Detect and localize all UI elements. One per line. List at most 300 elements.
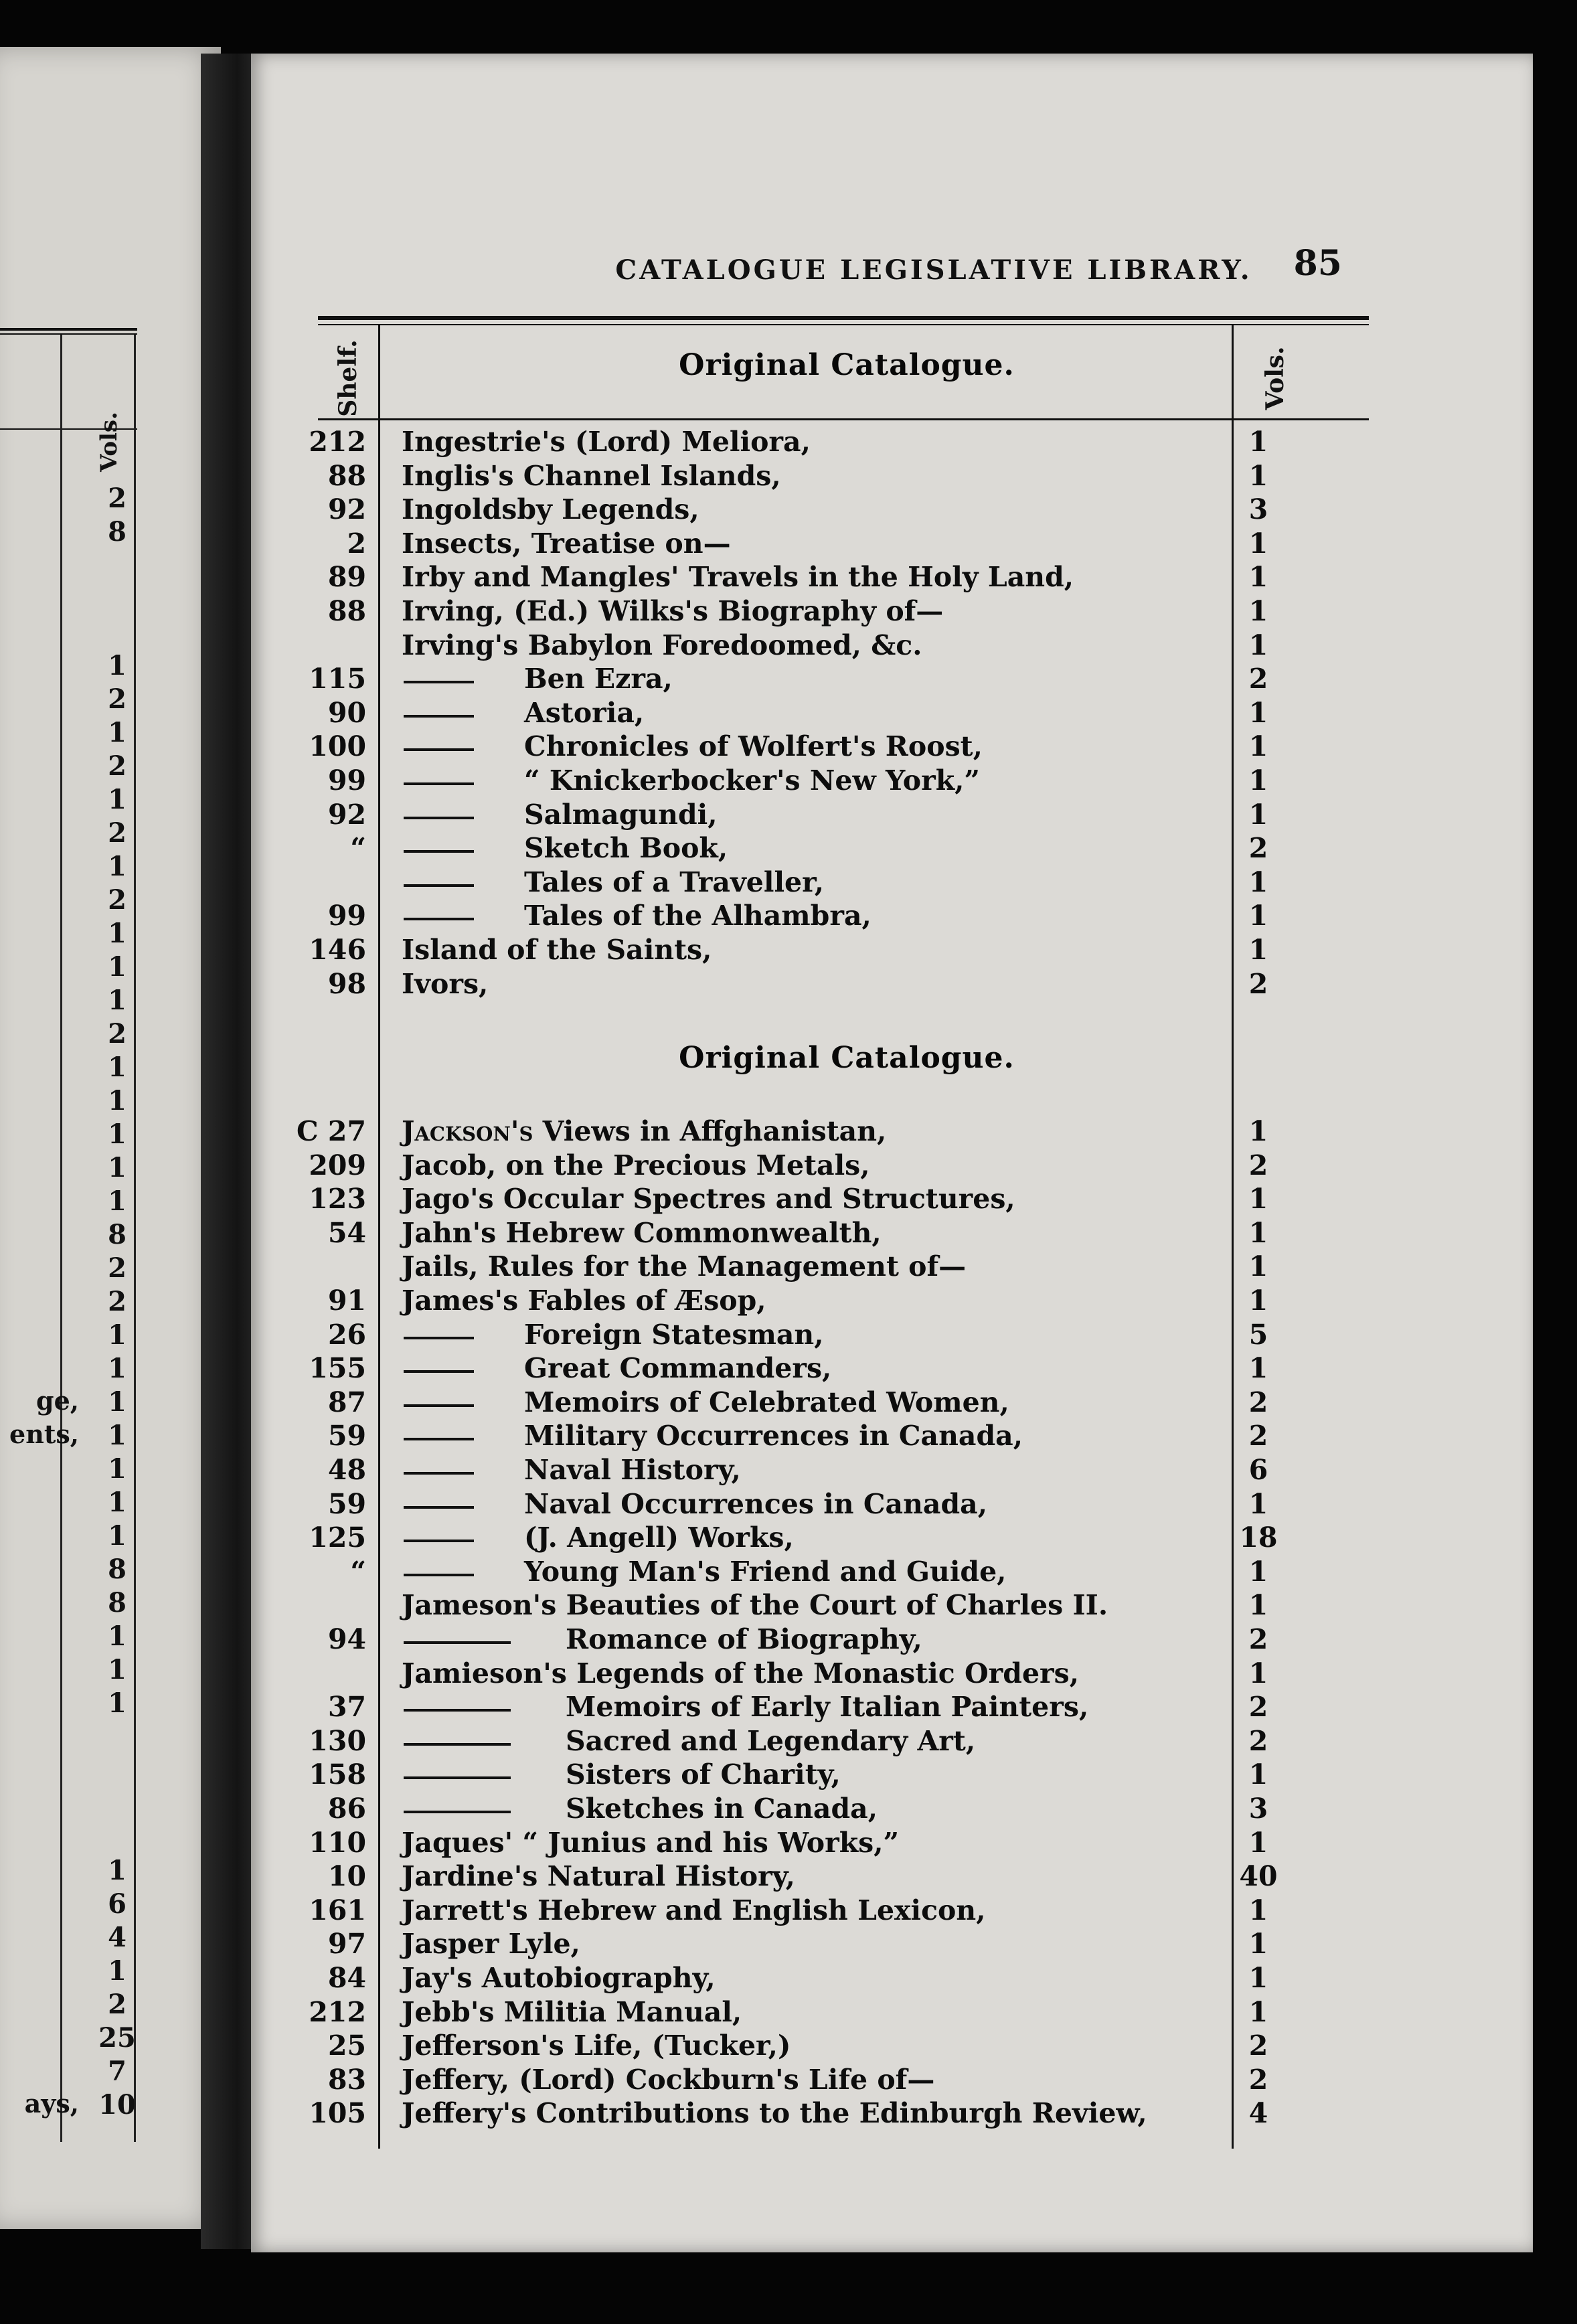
left-vols-column bbox=[80, 482, 154, 2122]
ditto-dash bbox=[404, 1370, 474, 1373]
entry-text: Astoria, bbox=[524, 696, 645, 729]
entry-text: Jay's Autobiography, bbox=[402, 1962, 716, 1994]
left-vol-cell: 1 bbox=[108, 951, 127, 983]
entry-text: Great Commanders, bbox=[524, 1352, 832, 1385]
volume-count: 1 bbox=[1248, 1589, 1268, 1622]
left-vol-cell bbox=[80, 1787, 154, 1821]
volume-count: 1 bbox=[1248, 1115, 1268, 1147]
entry-title bbox=[524, 1351, 831, 1385]
entry-title bbox=[402, 933, 712, 967]
entry-text: Jacob, on the Precious Metals, bbox=[402, 1149, 870, 1181]
left-vol-cell bbox=[80, 1821, 154, 1854]
shelf-number: 161 bbox=[309, 1894, 366, 1926]
entry-title bbox=[402, 1859, 795, 1893]
entry-title bbox=[402, 2029, 791, 2062]
volume-count: 1 bbox=[1248, 1352, 1268, 1385]
previous-page bbox=[0, 47, 221, 2229]
entry-text: Memoirs of Celebrated Women, bbox=[524, 1386, 1009, 1418]
table-row bbox=[251, 1588, 1322, 1622]
left-text-fragment: ays, bbox=[24, 2088, 79, 2119]
left-vol-cell bbox=[80, 582, 154, 616]
left-vol-cell: 1 bbox=[108, 1855, 127, 1886]
entry-title bbox=[402, 1961, 716, 1995]
entry-text: (J. Angell) Works, bbox=[524, 1521, 794, 1554]
shelf-number: 99 bbox=[327, 764, 366, 797]
shelf-number: 89 bbox=[327, 561, 366, 594]
table-row bbox=[251, 899, 1322, 932]
left-vol-cell bbox=[80, 1720, 154, 1754]
volume-count: 5 bbox=[1248, 1318, 1268, 1351]
left-column-rule bbox=[60, 335, 62, 2142]
entry-title bbox=[524, 1555, 1006, 1588]
left-vols-header: Vols. bbox=[96, 412, 122, 472]
entry-text: Ingestrie's (Lord) Meliora, bbox=[402, 426, 811, 458]
entry-author: Jackson's bbox=[402, 1115, 533, 1147]
table-row bbox=[251, 1995, 1322, 2029]
entry-text: Ben Ezra, bbox=[524, 663, 673, 695]
left-vol-cell: 2 bbox=[108, 1989, 127, 2020]
entry-text: Irving's Babylon Foredoomed, &c. bbox=[402, 629, 922, 661]
entry-title bbox=[402, 527, 731, 560]
table-row bbox=[251, 1961, 1322, 1995]
volume-count: 1 bbox=[1248, 865, 1268, 898]
entry-text: Young Man's Friend and Guide, bbox=[524, 1555, 1007, 1588]
entry-text: Jasper Lyle, bbox=[402, 1928, 580, 1961]
ditto-dash bbox=[404, 850, 474, 853]
entry-text: Jahn's Hebrew Commonwealth, bbox=[402, 1216, 882, 1249]
left-text-fragment: ge, bbox=[36, 1386, 79, 1416]
entry-text: Tales of the Alhambra, bbox=[524, 900, 872, 932]
volume-count: 6 bbox=[1248, 1454, 1268, 1486]
table-row bbox=[251, 1453, 1322, 1487]
shelf-number: 158 bbox=[309, 1758, 366, 1791]
entry-text: James's Fables of Æsop, bbox=[402, 1284, 766, 1317]
left-vol-cell: 1 bbox=[108, 1520, 127, 1552]
entry-text: Sisters of Charity, bbox=[566, 1758, 841, 1791]
volume-count: 1 bbox=[1248, 1555, 1268, 1588]
table-row bbox=[251, 1894, 1322, 1927]
shelf-number: 209 bbox=[309, 1149, 366, 1181]
entry-title bbox=[402, 1114, 886, 1148]
ditto-dash bbox=[404, 1540, 474, 1542]
volume-count: 1 bbox=[1248, 1928, 1268, 1961]
table-row bbox=[251, 1826, 1322, 1859]
volume-count: 1 bbox=[1248, 1250, 1268, 1283]
entry-title bbox=[402, 629, 922, 662]
shelf-number: 26 bbox=[327, 1318, 366, 1351]
entry-text: Jarrett's Hebrew and English Lexicon, bbox=[402, 1894, 986, 1926]
left-vol-cell: 1 bbox=[108, 851, 127, 882]
volume-count: 1 bbox=[1248, 798, 1268, 831]
page-number: 85 bbox=[1293, 243, 1342, 284]
entry-title bbox=[402, 493, 699, 526]
left-vol-cell: 2 bbox=[108, 483, 127, 514]
left-vol-cell: 1 bbox=[108, 985, 127, 1016]
entry-title bbox=[524, 662, 673, 695]
shelf-number: 87 bbox=[327, 1386, 366, 1418]
volume-count: 1 bbox=[1248, 1995, 1268, 2028]
volume-count: 1 bbox=[1248, 1487, 1268, 1520]
entry-text: Sketch Book, bbox=[524, 832, 728, 865]
table-row bbox=[251, 1521, 1322, 1554]
table-row bbox=[251, 1149, 1322, 1182]
left-vol-cell: 2 bbox=[108, 1286, 127, 1317]
entry-text: Memoirs of Early Italian Painters, bbox=[566, 1691, 1089, 1724]
entry-title bbox=[524, 730, 983, 763]
entry-text: Jaques' “ Junius and his Works,” bbox=[402, 1826, 900, 1859]
shelf-number: 212 bbox=[309, 1995, 366, 2028]
entry-title bbox=[402, 967, 488, 1001]
left-vol-cell: 1 bbox=[108, 1955, 127, 1987]
left-vol-cell: 7 bbox=[108, 2056, 127, 2087]
entry-title bbox=[402, 594, 943, 628]
left-vol-cell: 25 bbox=[98, 2022, 136, 2054]
volume-count: 2 bbox=[1248, 832, 1268, 865]
volume-count: 1 bbox=[1248, 934, 1268, 966]
shelf-number: 54 bbox=[327, 1216, 366, 1249]
shelf-number: 99 bbox=[327, 900, 366, 932]
volume-count: 1 bbox=[1248, 595, 1268, 627]
left-vol-cell: 1 bbox=[108, 1687, 127, 1719]
shelf-number: C 27 bbox=[297, 1115, 366, 1147]
volume-count: 1 bbox=[1248, 527, 1268, 560]
ditto-dash bbox=[404, 1776, 511, 1779]
volume-count: 1 bbox=[1248, 629, 1268, 661]
shelf-number: 110 bbox=[309, 1826, 366, 1859]
volume-count: 40 bbox=[1239, 1860, 1278, 1893]
ditto-dash bbox=[404, 1337, 474, 1339]
left-vol-cell: 8 bbox=[108, 1219, 127, 1250]
table-row bbox=[251, 1182, 1322, 1216]
left-vol-cell: 1 bbox=[108, 1118, 127, 1150]
table-row bbox=[251, 2063, 1322, 2096]
entry-title bbox=[402, 560, 1074, 594]
shelf-number: 90 bbox=[327, 696, 366, 729]
volume-count: 1 bbox=[1248, 426, 1268, 458]
shelf-number: 130 bbox=[309, 1724, 366, 1757]
shelf-number: 125 bbox=[309, 1521, 366, 1554]
entry-title bbox=[524, 865, 824, 899]
table-row bbox=[251, 831, 1322, 865]
entry-text: Jeffery, (Lord) Cockburn's Life of— bbox=[402, 2063, 935, 2096]
table-row bbox=[251, 1859, 1322, 1893]
volume-count: 1 bbox=[1248, 1657, 1268, 1689]
volume-count: 2 bbox=[1248, 967, 1268, 1000]
table-row bbox=[251, 1927, 1322, 1961]
table-row bbox=[251, 696, 1322, 730]
entry-text: Views in Affghanistan, bbox=[533, 1115, 887, 1147]
entry-text: Jefferson's Life, (Tucker,) bbox=[402, 2029, 791, 2062]
section-title: Original Catalogue. bbox=[679, 1041, 1015, 1075]
volume-count: 2 bbox=[1248, 1386, 1268, 1418]
volume-count: 2 bbox=[1248, 1691, 1268, 1724]
shelf-number: “ bbox=[350, 1555, 366, 1588]
table-row bbox=[251, 730, 1322, 763]
table-row bbox=[251, 1690, 1322, 1724]
shelf-number: 212 bbox=[309, 426, 366, 458]
ditto-dash bbox=[404, 884, 474, 887]
left-vol-cell: 1 bbox=[108, 1386, 127, 1418]
entry-title bbox=[566, 1690, 1088, 1724]
entry-text: Insects, Treatise on— bbox=[402, 527, 731, 560]
volume-count: 2 bbox=[1248, 663, 1268, 695]
shelf-number: 123 bbox=[309, 1183, 366, 1216]
shelf-number: 88 bbox=[327, 459, 366, 492]
volume-count: 1 bbox=[1248, 1826, 1268, 1859]
entry-text: Chronicles of Wolfert's Roost, bbox=[524, 730, 983, 763]
entry-title bbox=[566, 1724, 975, 1758]
table-row bbox=[251, 425, 1322, 459]
volume-count: 1 bbox=[1248, 1284, 1268, 1317]
left-vol-cell: 1 bbox=[108, 918, 127, 949]
table-row bbox=[251, 2096, 1322, 2130]
entry-title bbox=[402, 1149, 870, 1182]
table-row bbox=[251, 1114, 1322, 1148]
left-vol-cell: 1 bbox=[108, 1487, 127, 1518]
entry-text: Romance of Biography, bbox=[566, 1623, 922, 1655]
entry-title bbox=[524, 1386, 1009, 1419]
ditto-dash bbox=[404, 1574, 474, 1576]
entry-text: Jardine's Natural History, bbox=[402, 1860, 795, 1893]
ditto-dash bbox=[404, 1404, 474, 1407]
volume-count: 18 bbox=[1239, 1521, 1278, 1554]
table-row bbox=[251, 933, 1322, 967]
shelf-number: 91 bbox=[327, 1284, 366, 1317]
entry-title bbox=[524, 696, 644, 730]
shelf-number: 146 bbox=[309, 934, 366, 966]
volume-count: 4 bbox=[1248, 2097, 1268, 2130]
shelf-number: 92 bbox=[327, 798, 366, 831]
shelf-number: 59 bbox=[327, 1420, 366, 1452]
section-title: Original Catalogue. bbox=[679, 348, 1015, 382]
table-row bbox=[251, 1724, 1322, 1758]
volume-count: 1 bbox=[1248, 764, 1268, 797]
entry-title bbox=[524, 831, 728, 865]
volume-count: 1 bbox=[1248, 730, 1268, 763]
entry-text: Jails, Rules for the Management of— bbox=[402, 1250, 967, 1283]
shelf-number: 2 bbox=[347, 527, 366, 560]
left-vol-cell: 1 bbox=[108, 1319, 127, 1351]
shelf-number: 83 bbox=[327, 2063, 366, 2096]
volume-count: 2 bbox=[1248, 1623, 1268, 1655]
volume-count: 1 bbox=[1248, 561, 1268, 594]
entry-text: “ Knickerbocker's New York,” bbox=[524, 764, 980, 797]
table-row bbox=[251, 1487, 1322, 1521]
table-row bbox=[251, 662, 1322, 695]
left-vol-cell: 1 bbox=[108, 1052, 127, 1083]
volume-count: 1 bbox=[1248, 1758, 1268, 1791]
ditto-dash bbox=[404, 715, 474, 718]
table-row bbox=[251, 1250, 1322, 1283]
left-vol-cell: 1 bbox=[108, 1152, 127, 1183]
ditto-dash bbox=[404, 1709, 511, 1712]
entry-title bbox=[524, 1521, 794, 1554]
entry-title bbox=[402, 1657, 1079, 1690]
ditto-dash bbox=[404, 1438, 474, 1440]
shelf-number: 88 bbox=[327, 595, 366, 627]
volume-count: 1 bbox=[1248, 1894, 1268, 1926]
left-vol-cell: 2 bbox=[108, 1018, 127, 1050]
shelf-number: 100 bbox=[309, 730, 366, 763]
entry-title bbox=[402, 1284, 766, 1317]
table-row bbox=[251, 629, 1322, 662]
left-vol-cell: 6 bbox=[108, 1888, 127, 1920]
volume-count: 3 bbox=[1248, 493, 1268, 526]
shelf-number: 105 bbox=[309, 2097, 366, 2130]
entry-title bbox=[402, 1182, 1015, 1216]
shelf-number: 92 bbox=[327, 493, 366, 526]
entry-text: Tales of a Traveller, bbox=[524, 865, 824, 898]
table-row bbox=[251, 764, 1322, 797]
catalogue-page bbox=[251, 54, 1533, 2252]
entry-text: Jebb's Militia Manual, bbox=[402, 1995, 742, 2028]
table-row bbox=[251, 1419, 1322, 1452]
left-vol-cell bbox=[80, 1754, 154, 1787]
volume-count: 1 bbox=[1248, 1216, 1268, 1249]
left-vol-cell: 1 bbox=[108, 1654, 127, 1685]
table-row bbox=[251, 1284, 1322, 1317]
ditto-dash bbox=[404, 918, 474, 920]
entry-title bbox=[402, 1588, 1108, 1622]
entry-text: Inglis's Channel Islands, bbox=[402, 459, 781, 492]
entry-title bbox=[402, 425, 811, 459]
table-row bbox=[251, 1386, 1322, 1419]
table-row bbox=[251, 1792, 1322, 1825]
table-row bbox=[251, 1758, 1322, 1791]
entry-text: Naval History, bbox=[524, 1454, 741, 1486]
left-vol-cell: 2 bbox=[108, 817, 127, 849]
running-title: CATALOGUE LEGISLATIVE LIBRARY. bbox=[615, 254, 1252, 286]
left-vol-cell: 8 bbox=[108, 516, 127, 548]
entry-title bbox=[402, 1216, 882, 1250]
left-vol-cell: 1 bbox=[108, 1621, 127, 1652]
entry-title bbox=[566, 1792, 878, 1825]
left-top-rule bbox=[0, 328, 137, 331]
table-row bbox=[251, 1318, 1322, 1351]
entry-title bbox=[402, 459, 781, 493]
entry-title bbox=[402, 1995, 742, 2029]
entry-text: Irby and Mangles' Travels in the Holy Land, bbox=[402, 561, 1074, 594]
shelf-number: 10 bbox=[327, 1860, 366, 1893]
volume-count: 1 bbox=[1248, 1962, 1268, 1994]
volume-count: 3 bbox=[1248, 1793, 1268, 1825]
left-vol-cell: 2 bbox=[108, 1252, 127, 1284]
left-vol-cell: 8 bbox=[108, 1587, 127, 1618]
entry-text: Sacred and Legendary Art, bbox=[566, 1724, 976, 1757]
volume-count: 1 bbox=[1248, 459, 1268, 492]
left-text-fragment: ents, bbox=[9, 1419, 79, 1449]
entry-title bbox=[402, 1927, 580, 1961]
left-vol-cell bbox=[80, 549, 154, 582]
entry-text: Naval Occurrences in Canada, bbox=[524, 1487, 987, 1520]
shelf-number: 25 bbox=[327, 2029, 366, 2062]
entry-title bbox=[402, 2096, 1147, 2130]
entry-text: Sketches in Canada, bbox=[566, 1793, 878, 1825]
shelf-number: 155 bbox=[309, 1352, 366, 1385]
left-vol-cell: 1 bbox=[108, 717, 127, 748]
shelf-number: 37 bbox=[327, 1691, 366, 1724]
ditto-dash bbox=[404, 782, 474, 785]
entry-title bbox=[524, 764, 980, 797]
table-row bbox=[251, 2029, 1322, 2062]
entry-text: Jago's Occular Spectres and Structures, bbox=[402, 1183, 1015, 1216]
left-vol-cell: 2 bbox=[108, 683, 127, 715]
top-rule bbox=[318, 316, 1369, 320]
left-vol-cell: 1 bbox=[108, 1453, 127, 1485]
entry-text: Salmagundi, bbox=[524, 798, 718, 831]
entry-title bbox=[402, 1894, 985, 1927]
entry-title bbox=[566, 1623, 922, 1656]
left-vol-cell: 1 bbox=[108, 1353, 127, 1384]
entry-text: Military Occurrences in Canada, bbox=[524, 1420, 1023, 1452]
ditto-dash bbox=[404, 681, 474, 683]
entry-title bbox=[402, 2063, 934, 2096]
shelf-number: 84 bbox=[327, 1962, 366, 1994]
left-vol-cell: 1 bbox=[108, 1085, 127, 1116]
table-row bbox=[251, 1657, 1322, 1690]
volume-count: 1 bbox=[1248, 696, 1268, 729]
left-vol-cell: 2 bbox=[108, 884, 127, 916]
entry-title bbox=[566, 1758, 841, 1791]
left-vol-cell: 2 bbox=[108, 750, 127, 782]
ditto-dash bbox=[404, 817, 474, 819]
entry-title bbox=[524, 1453, 741, 1487]
table-row bbox=[251, 527, 1322, 560]
shelf-number: 48 bbox=[327, 1454, 366, 1486]
left-vol-cell: 8 bbox=[108, 1554, 127, 1585]
volume-count: 2 bbox=[1248, 2063, 1268, 2096]
entry-text: Ingoldsby Legends, bbox=[402, 493, 699, 526]
volume-count: 1 bbox=[1248, 900, 1268, 932]
entry-text: Foreign Statesman, bbox=[524, 1318, 824, 1351]
shelf-number: 94 bbox=[327, 1623, 366, 1655]
ditto-dash bbox=[404, 1506, 474, 1509]
shelf-number: 86 bbox=[327, 1793, 366, 1825]
entry-title bbox=[402, 1250, 966, 1283]
vols-header: Vols. bbox=[1261, 346, 1289, 410]
left-top-rule-thin bbox=[0, 333, 137, 335]
table-row bbox=[251, 865, 1322, 899]
shelf-number: 59 bbox=[327, 1487, 366, 1520]
entry-title bbox=[524, 1318, 823, 1351]
volume-count: 2 bbox=[1248, 1724, 1268, 1757]
table-row bbox=[251, 1555, 1322, 1588]
entry-title bbox=[524, 899, 872, 932]
left-vol-cell: 4 bbox=[108, 1922, 127, 1953]
left-vol-cell: 10 bbox=[98, 2089, 136, 2121]
table-row bbox=[251, 493, 1322, 526]
shelf-number: 115 bbox=[309, 663, 366, 695]
table-row bbox=[251, 1216, 1322, 1250]
table-row bbox=[251, 560, 1322, 594]
left-vol-cell: 1 bbox=[108, 1420, 127, 1451]
left-vol-cell bbox=[80, 616, 154, 649]
entry-title bbox=[524, 798, 718, 831]
shelf-number: 98 bbox=[327, 967, 366, 1000]
table-row bbox=[251, 594, 1322, 628]
shelf-number: 97 bbox=[327, 1928, 366, 1961]
entry-text: Ivors, bbox=[402, 967, 489, 1000]
ditto-dash bbox=[404, 1472, 474, 1475]
shelf-number: “ bbox=[350, 832, 366, 865]
entry-text: Jeffery's Contributions to the Edinburgh Review, bbox=[402, 2097, 1147, 2130]
entry-title bbox=[524, 1419, 1023, 1452]
shelf-header: Shelf. bbox=[334, 339, 362, 417]
left-vol-cell: 1 bbox=[108, 784, 127, 815]
volume-count: 1 bbox=[1248, 1183, 1268, 1216]
volume-count: 2 bbox=[1248, 1420, 1268, 1452]
top-rule-thin bbox=[318, 324, 1369, 325]
